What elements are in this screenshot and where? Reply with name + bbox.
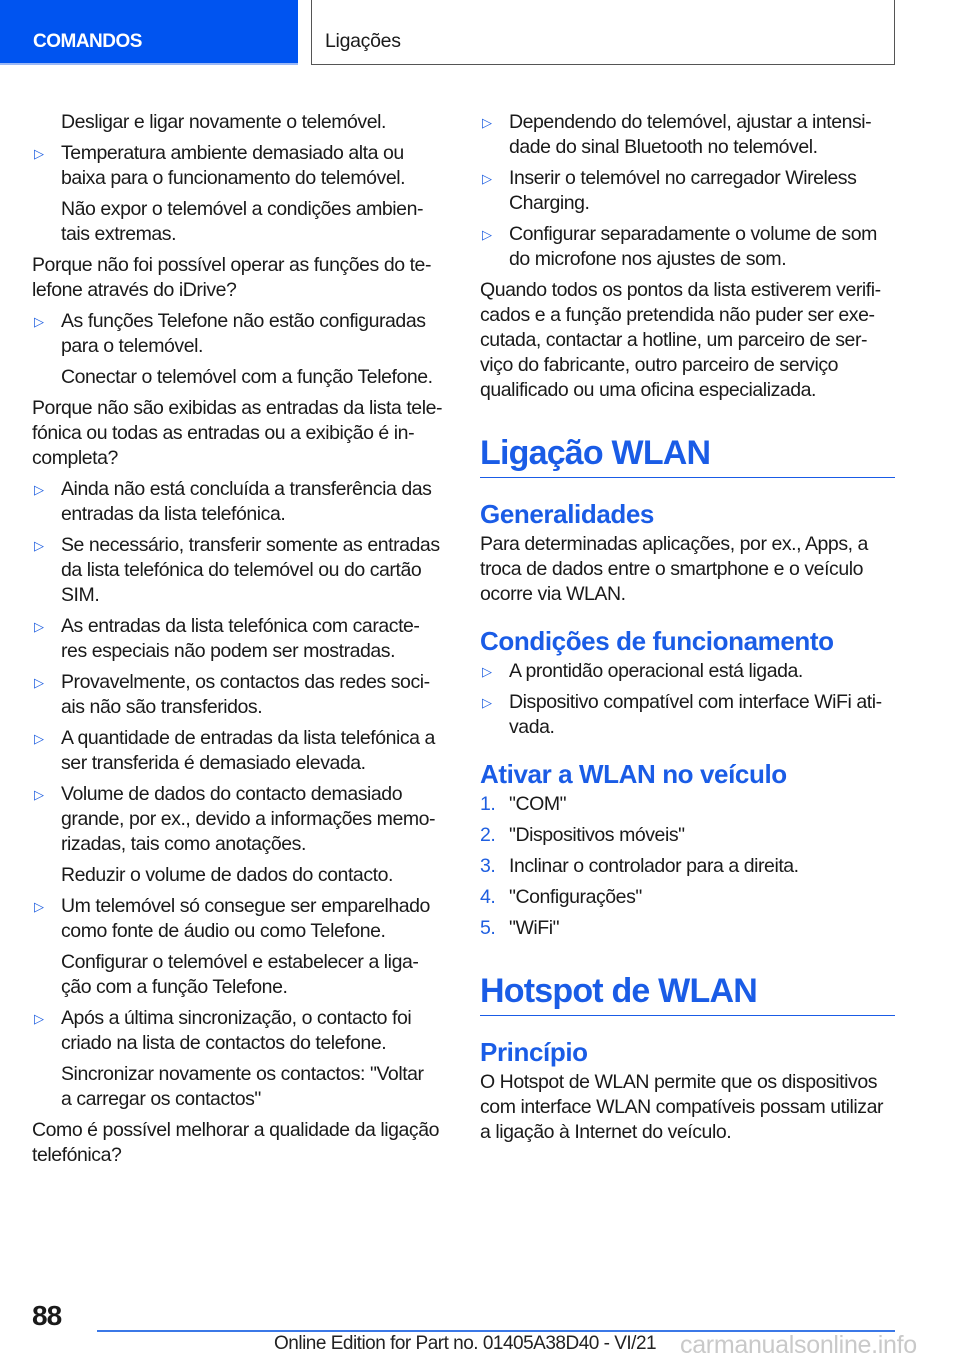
text-line: tais extremas. <box>61 223 177 245</box>
text-line: O Hotspot de WLAN permite que os dispositivos <box>480 1071 878 1093</box>
bullet-item <box>32 141 452 191</box>
step-number: 1. <box>480 793 496 815</box>
text-line: Inclinar o controlador para a direita. <box>509 855 799 877</box>
text-line: SIM. <box>61 584 100 606</box>
triangle-bullet-icon: ▷ <box>34 538 44 553</box>
bullet-item <box>32 309 452 359</box>
text-line: Inserir o telemóvel no carregador Wireless <box>509 167 857 189</box>
text-line: A quantidade de entradas da lista telefónica a <box>61 727 435 749</box>
text-line: troca de dados entre o smartphone e o veículo <box>480 558 864 580</box>
step-number: 4. <box>480 886 496 908</box>
section-heading <box>480 433 895 478</box>
instruction-text <box>32 1062 452 1112</box>
text-line: cados e a função pretendida não puder ser exe- <box>480 304 875 326</box>
triangle-bullet-icon: ▷ <box>482 227 492 242</box>
paragraph <box>480 532 900 607</box>
text-line: dade do sinal Bluetooth no telemóvel. <box>509 136 818 158</box>
bullet-item <box>480 659 900 684</box>
numbered-step <box>480 916 900 941</box>
text-line: "WiFi" <box>509 917 560 939</box>
triangle-bullet-icon: ▷ <box>34 146 44 161</box>
text-line: Princípio <box>480 1037 588 1067</box>
triangle-bullet-icon: ▷ <box>482 171 492 186</box>
bullet-item <box>480 690 900 740</box>
text-line: Ligação WLAN <box>480 434 711 472</box>
text-line: Reduzir o volume de dados do contacto. <box>61 864 393 886</box>
text-line: Porque não são exibidas as entradas da lista tele- <box>32 397 443 419</box>
numbered-step <box>480 823 900 848</box>
text-line: A prontidão operacional está ligada. <box>509 660 803 682</box>
text-line: ocorre via WLAN. <box>480 583 626 605</box>
text-line: ção com a função Telefone. <box>61 976 288 998</box>
triangle-bullet-icon: ▷ <box>34 787 44 802</box>
subsection-heading <box>480 625 900 657</box>
step-number: 3. <box>480 855 496 877</box>
text-line: cutada, contactar a hotline, um parceiro de ser- <box>480 329 868 351</box>
text-line: Charging. <box>509 192 590 214</box>
text-line: As entradas da lista telefónica com caracte- <box>61 615 420 637</box>
triangle-bullet-icon: ▷ <box>34 675 44 690</box>
subsection-heading <box>480 758 900 790</box>
text-line: res especiais não podem ser mostradas. <box>61 640 396 662</box>
text-line: Após a última sincronização, o contacto foi <box>61 1007 412 1029</box>
chapter-title: Ligações <box>325 30 401 52</box>
paragraph <box>480 1070 900 1145</box>
triangle-bullet-icon: ▷ <box>482 115 492 130</box>
text-line: Ainda não está concluída a transferência das <box>61 478 432 500</box>
text-line: As funções Telefone não estão configuradas <box>61 310 426 332</box>
section-tab <box>0 0 298 65</box>
text-line: rizadas, tais como anotações. <box>61 833 306 855</box>
paragraph <box>32 396 452 471</box>
triangle-bullet-icon: ▷ <box>34 731 44 746</box>
text-line: "Dispositivos móveis" <box>509 824 685 846</box>
step-number: 2. <box>480 824 496 846</box>
text-line: a carregar os contactos" <box>61 1088 261 1110</box>
text-line: Como é possível melhorar a qualidade da ligação <box>32 1119 440 1141</box>
text-line: ser transferida é demasiado elevada. <box>61 752 366 774</box>
text-line: qualificado ou uma oficina especializada. <box>480 379 817 401</box>
watermark: carmanualsonline.info <box>680 1331 917 1359</box>
text-line: Dispositivo compatível com interface WiFi ati- <box>509 691 882 713</box>
text-line: Sincronizar novamente os contactos: "Voltar <box>61 1063 424 1085</box>
numbered-step <box>480 885 900 910</box>
paragraph <box>480 278 900 403</box>
text-line: Provavelmente, os contactos das redes soci- <box>61 671 430 693</box>
text-line: Porque não foi possível operar as funções do te- <box>32 254 431 276</box>
bullet-item <box>480 222 900 272</box>
instruction-text <box>32 197 452 247</box>
text-line: fónica ou todas as entradas ou a exibição é in- <box>32 422 415 444</box>
section-heading <box>480 971 895 1016</box>
instruction-text <box>32 950 452 1000</box>
triangle-bullet-icon: ▷ <box>34 482 44 497</box>
numbered-step <box>480 854 900 879</box>
text-line: Se necessário, transferir somente as entradas <box>61 534 440 556</box>
text-line: Configurar separadamente o volume de som <box>509 223 877 245</box>
triangle-bullet-icon: ▷ <box>34 899 44 914</box>
bullet-item <box>32 533 452 608</box>
bullet-item <box>32 894 452 944</box>
text-line: Dependendo do telemóvel, ajustar a intensi- <box>509 111 872 133</box>
text-line: Temperatura ambiente demasiado alta ou <box>61 142 404 164</box>
text-line: completa? <box>32 447 118 469</box>
triangle-bullet-icon: ▷ <box>34 619 44 634</box>
text-line: Hotspot de WLAN <box>480 972 757 1010</box>
triangle-bullet-icon: ▷ <box>34 314 44 329</box>
text-line: Quando todos os pontos da lista estiverem verifi- <box>480 279 881 301</box>
text-line: Configurar o telemóvel e estabelecer a liga- <box>61 951 419 973</box>
text-line: baixa para o funcionamento do telemóvel. <box>61 167 406 189</box>
bullet-item <box>480 166 900 216</box>
numbered-step <box>480 792 900 817</box>
page-number: 88 <box>32 1300 62 1331</box>
bullet-item <box>32 670 452 720</box>
text-line: como fonte de áudio ou como Telefone. <box>61 920 386 942</box>
text-line: com interface WLAN compatíveis possam utilizar <box>480 1096 884 1118</box>
triangle-bullet-icon: ▷ <box>34 1011 44 1026</box>
chapter-tab <box>311 0 895 65</box>
text-line: vada. <box>509 716 555 738</box>
bullet-item <box>32 1006 452 1056</box>
paragraph <box>32 253 452 303</box>
text-line: Não expor o telemóvel a condições ambien- <box>61 198 424 220</box>
footer-edition: Online Edition for Part no. 01405A38D40 - VI/21 <box>274 1333 657 1354</box>
subsection-heading <box>480 498 900 530</box>
text-line: Desligar e ligar novamente o telemóvel. <box>61 111 386 133</box>
bullet-item <box>480 110 900 160</box>
text-line: "Configurações" <box>509 886 642 908</box>
text-line: Condições de funcionamento <box>480 626 834 656</box>
subsection-heading <box>480 1036 900 1068</box>
triangle-bullet-icon: ▷ <box>482 664 492 679</box>
text-line: Um telemóvel só consegue ser emparelhado <box>61 895 430 917</box>
text-line: Generalidades <box>480 499 654 529</box>
instruction-text <box>32 863 452 888</box>
text-line: "COM" <box>509 793 567 815</box>
text-line: a ligação à Internet do veículo. <box>480 1121 732 1143</box>
text-line: entradas da lista telefónica. <box>61 503 286 525</box>
text-line: Para determinadas aplicações, por ex., Apps, a <box>480 533 868 555</box>
instruction-text <box>32 365 452 390</box>
triangle-bullet-icon: ▷ <box>482 695 492 710</box>
text-line: Conectar o telemóvel com a função Telefone. <box>61 366 433 388</box>
text-line: ais não são transferidos. <box>61 696 263 718</box>
bullet-item <box>32 614 452 664</box>
left-column <box>32 104 452 1168</box>
step-number: 5. <box>480 917 496 939</box>
text-line: grande, por ex., devido a informações memo- <box>61 808 436 830</box>
text-line: telefónica? <box>32 1144 122 1166</box>
text-line: do microfone nos ajustes de som. <box>509 248 787 270</box>
text-line: da lista telefónica do telemóvel ou do cartão <box>61 559 422 581</box>
instruction-text <box>32 110 452 135</box>
right-column <box>480 104 900 1145</box>
section-title: COMANDOS <box>33 31 142 52</box>
text-line: criado na lista de contactos do telefone. <box>61 1032 387 1054</box>
paragraph <box>32 1118 452 1168</box>
text-line: viço do fabricante, outro parceiro de serviço <box>480 354 839 376</box>
bullet-item <box>32 782 452 857</box>
text-line: lefone através do iDrive? <box>32 279 237 301</box>
text-line: para o telemóvel. <box>61 335 203 357</box>
bullet-item <box>32 477 452 527</box>
text-line: Volume de dados do contacto demasiado <box>61 783 403 805</box>
bullet-item <box>32 726 452 776</box>
text-line: Ativar a WLAN no veículo <box>480 759 787 789</box>
